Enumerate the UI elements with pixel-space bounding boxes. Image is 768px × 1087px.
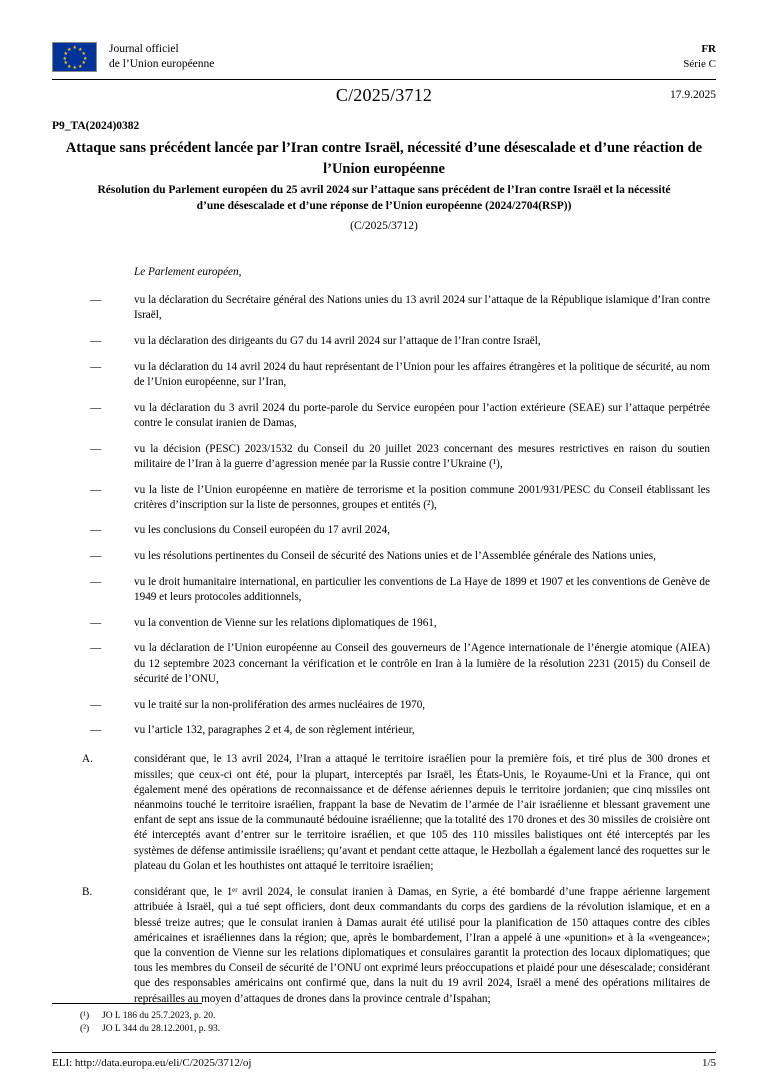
page-content	[52, 0, 716, 1087]
recital-item	[82, 885, 716, 1007]
eli-link[interactable]: ELI: http://data.europa.eu/eli/C/2025/3712/oj	[52, 1057, 252, 1069]
journal-title-line2: de l’Union européenne	[109, 57, 215, 70]
citation-item	[82, 442, 716, 472]
citation-text: vu la déclaration du Secrétaire général des Nations unies du 13 avril 2024 sur l’attaque de la République islamique d’Iran contre Israël,	[134, 294, 710, 322]
citation-dash: —	[90, 575, 102, 588]
body-lead: Le Parlement européen,	[134, 266, 242, 278]
citation-item	[82, 401, 716, 431]
page-title: Attaque sans précédent lancée par l’Iran contre Israël, nécessité d’une désescalade et d’une réaction de l’Union européenne	[65, 140, 703, 177]
footnote-text: JO L 344 du 28.12.2001, p. 93.	[102, 1024, 221, 1034]
citation-dash: —	[90, 616, 102, 629]
citation-item	[82, 334, 716, 349]
publication-date: 17.9.2025	[670, 89, 716, 101]
citation-text: vu l’article 132, paragraphes 2 et 4, de son règlement intérieur,	[134, 724, 415, 737]
citation-dash: —	[90, 642, 102, 655]
recital-letter: A.	[82, 753, 93, 766]
citation-text: vu les résolutions pertinentes du Conseil de sécurité des Nations unies et de l’Assemblée générale des Nations unies,	[134, 550, 656, 563]
citation-text: vu les conclusions du Conseil européen du 17 avril 2024,	[134, 524, 391, 537]
recital-text: considérant que, le 1ᵉʳ avril 2024, le consulat iranien à Damas, en Syrie, a été bombardé d’une frappe aérienne largement attribuée à Israël, qui a tué sept officiers, dont deux commandants du corps des gardiens de la révolution islamique, et en a blessé treize autres; que le consulat iranien à Damas aurait été utilisé pour la planification de 150 attaques contre des cibles américaines et israéliennes dans la région; que, après le bombardement, l’Iran a appelé à une «punition» et à la «vengeance»; que la convention de Vienne sur les relations diplomatiques et consulaires garantit la protection des locaux diplomatiques; que tous les membres du Conseil de sécurité de l’ONU ont exprimé leurs préoccupations et plaidé pour une désescalade; considérant que des responsables américains ont confirmé que, dans la nuit du 19 avril 2024, Israël a mené des opérations militaires de représailles au moyen d’attaques de drones dans la province centrale d’Ispahan;	[134, 886, 710, 1005]
citation-dash: —	[90, 724, 102, 737]
citation-dash: —	[90, 698, 102, 711]
footnote-marker: (²)	[80, 1024, 90, 1034]
citation-text: vu la déclaration des dirigeants du G7 du 14 avril 2024 sur l’attaque de l’Iran contre Israël,	[134, 335, 541, 348]
citation-text: vu la liste de l’Union européenne en matière de terrorisme et la position commune 2001/931/PESC du Conseil établissant les critères d’inscription sur la liste de personnes, groupes et entités (²),	[134, 483, 710, 511]
footnote-text: JO L 186 du 25.7.2023, p. 20.	[102, 1011, 216, 1021]
citation-text: vu la déclaration du 14 avril 2024 du haut représentant de l’Union pour les affaires étrangères et la politique de sécurité, au nom de l’Union européenne, sur l’Iran,	[134, 360, 710, 389]
series-label: Série C	[683, 57, 716, 70]
eu-flag-stars: ★ ★ ★ ★ ★ ★ ★ ★ ★ ★ ★ ★	[62, 46, 88, 71]
citation-dash: —	[90, 335, 102, 348]
citation-text: vu la déclaration du 3 avril 2024 du porte-parole du Service européen pour l’action extérieure (SEAE) sur l’attaque perpétrée contre le consulat iranien de Damas,	[134, 401, 710, 429]
footnote-item	[80, 1010, 220, 1023]
citation-item	[82, 575, 716, 605]
citation-item	[82, 698, 716, 713]
journal-title	[109, 42, 214, 71]
footnote-marker: (¹)	[80, 1011, 90, 1021]
recital-text: considérant que, le 13 avril 2024, l’Iran a attaqué le territoire israélien pour la première fois, et tiré plus de 300 drones et missiles; que ceux-ci ont été, pour la plupart, interceptés par Israël, les États-Unis, le Royaume-Uni et la France, qui ont également mené des opérations de reconnaissance et de défense aériennes depuis le territoire jordanien; que cinq missiles ont néanmoins touché le territoire israélien, frappant la base de Nevatim de l’armée de l’air israélienne et blessant gravement une enfant de sept ans issue de la communauté bédouine israélienne; que la totalité des 170 drones et des 30 missiles de croisière ont été interceptés avant d’entrer sur le territoire israélien, et que 105 des 110 missiles balistiques ont été interceptés par les systèmes de défense antimissile israéliens; qu’avant et pendant cette attaque, le Hezbollah a également lancé des roquettes sur le plateau du Golan et les houthistes ont attaqué le territoire israélien;	[134, 753, 710, 872]
citation-dash: —	[90, 360, 102, 373]
citation-item	[82, 616, 716, 631]
citation-dash: —	[90, 524, 102, 537]
header-divider	[52, 79, 716, 80]
citation-item	[82, 549, 716, 564]
recital-letter: B.	[82, 886, 93, 899]
document-body	[82, 265, 716, 1018]
citation-item	[82, 483, 716, 513]
citation-item	[82, 360, 716, 390]
citation-text: vu le traité sur la non-prolifération des armes nucléaires de 1970,	[134, 698, 426, 711]
citation-item	[82, 523, 716, 538]
document-number: C/2025/3712	[335, 85, 433, 105]
citation-text: vu la déclaration de l’Union européenne au Conseil des gouverneurs de l’Agence internationale de l’énergie atomique (AIEA) du 12 septembre 2023 concernant la vérification et le contrôle en Iran à la lumière de la résolution 2231 (2015) du Conseil de sécurité de l’ONU,	[134, 642, 710, 685]
celex-number: (C/2025/3712)	[350, 220, 418, 232]
footer-divider	[52, 1052, 716, 1053]
page-header	[52, 40, 716, 84]
citation-dash: —	[90, 294, 102, 307]
citation-dash: —	[90, 442, 102, 455]
citation-text: vu la convention de Vienne sur les relations diplomatiques de 1961,	[134, 616, 437, 629]
citation-text: vu le droit humanitaire international, en particulier les conventions de La Haye de 1899 et 1907 et les conventions de Genève de 1949 et leurs protocoles additionnels,	[134, 575, 710, 604]
header-right	[683, 42, 716, 71]
document-reference: P9_TA(2024)0382	[52, 120, 140, 132]
footnote-divider	[52, 1003, 202, 1004]
language-code: FR	[701, 43, 716, 55]
citation-item	[82, 641, 716, 687]
journal-title-line1: Journal officiel	[109, 43, 179, 55]
footnote-item	[80, 1023, 220, 1036]
page-number: 1/5	[701, 1057, 716, 1069]
eu-flag-icon	[52, 42, 97, 72]
footnotes	[80, 1010, 220, 1036]
citation-item	[82, 293, 716, 323]
citation-dash: —	[90, 401, 102, 414]
citation-text: vu la décision (PESC) 2023/1532 du Conseil du 20 juillet 2023 concernant des mesures restrictives en raison du soutien militaire de l’Iran à la guerre d’agression menée par la Russie contre l’Ukraine (¹),	[134, 442, 710, 470]
recital-item	[82, 752, 716, 874]
citation-item	[82, 723, 716, 738]
document-subtitle: Résolution du Parlement européen du 25 avril 2024 sur l’attaque sans précédent de l’Iran contre Israël et la nécessité d’une désescalade et d’une réponse de l’Union européenne (2024/2704(RSP))	[97, 184, 671, 212]
citation-dash: —	[90, 483, 102, 496]
citation-dash: —	[90, 550, 102, 563]
